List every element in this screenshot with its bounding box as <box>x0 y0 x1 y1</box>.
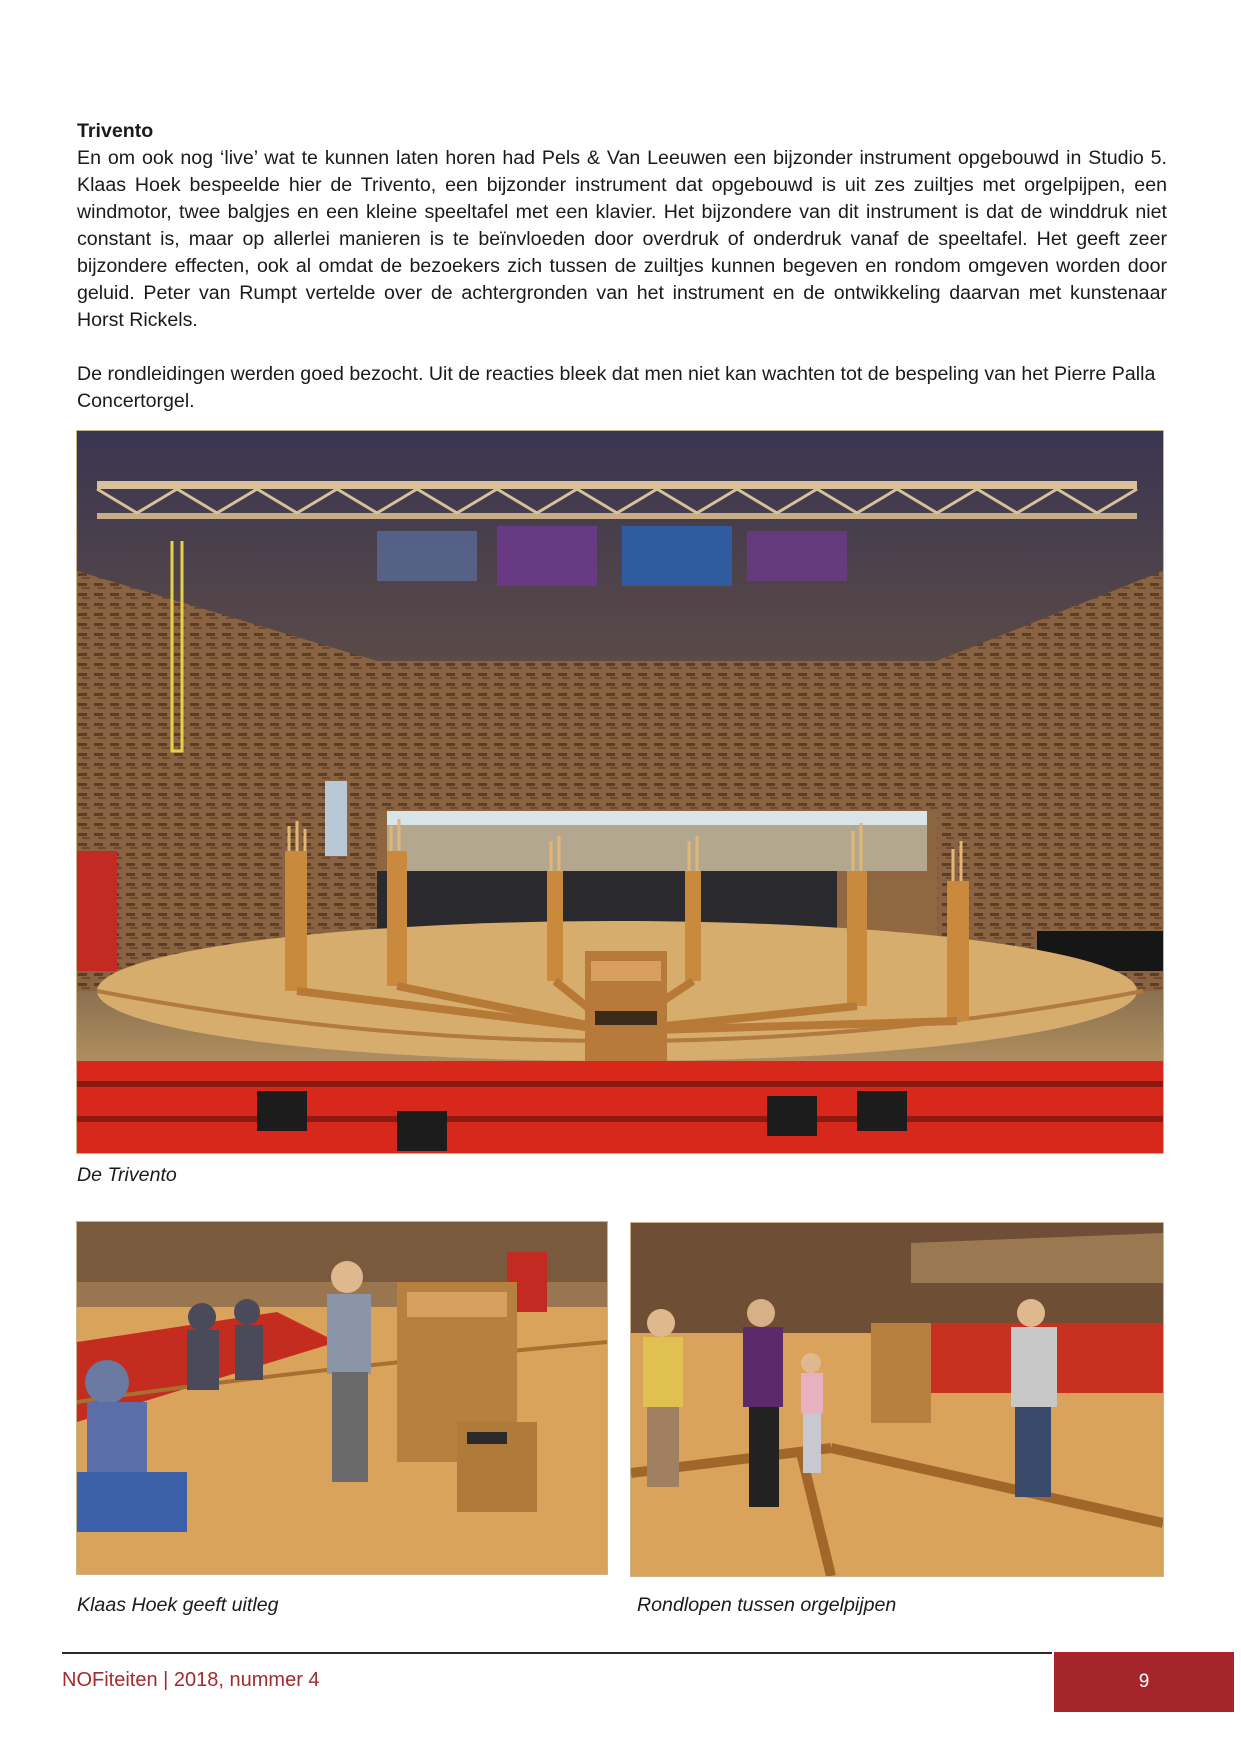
page-number-box <box>1054 1652 1234 1712</box>
footer-divider <box>62 1652 1052 1654</box>
rondlopen-photo <box>630 1222 1164 1577</box>
trivento-hall-photo <box>76 430 1164 1154</box>
trivento-hall-illustration <box>77 431 1163 1153</box>
main-photo-caption: De Trivento <box>77 1164 177 1186</box>
rondlopen-illustration <box>631 1223 1163 1576</box>
klaas-hoek-illustration <box>77 1222 607 1574</box>
article-heading: Trivento <box>77 120 154 142</box>
article-body <box>77 118 1167 415</box>
klaas-hoek-photo <box>76 1221 608 1575</box>
right-photo-caption: Rondlopen tussen orgelpijpen <box>637 1594 897 1616</box>
article-paragraph-1: En om ook nog ‘live’ wat te kunnen laten horen had Pels & Van Leeuwen een bijzonder instrument opgebouwd in Studio 5. Klaas Hoek bespeelde hier de Trivento, een bijzonder instrument dat opgebouwd is uit zes zuiltjes met orgelpijpen, een windmotor, twee balgjes en een kleine speeltafel met een klavier. Het bijzondere van dit instrument is dat de winddruk niet constant is, maar op allerlei manieren is te beïnvloeden door overdruk of onderdruk vanaf de speeltafel. Het geeft zeer bijzondere effecten, ook al omdat de bezoekers zich tussen de zuiltjes kunnen begeven en rondom omgeven worden door geluid. Peter van Rumpt vertelde over de achtergronden van het instrument en de ontwikkeling daarvan met kunstenaar Horst Rickels. <box>77 147 1167 331</box>
page-number: 9 <box>1138 1671 1150 1692</box>
footer-publication: NOFiteiten | 2018, nummer 4 <box>62 1669 320 1691</box>
left-photo-caption: Klaas Hoek geeft uitleg <box>77 1594 279 1616</box>
article-paragraph-2: De rondleidingen werden goed bezocht. Uit de reacties bleek dat men niet kan wachten tot de bespeling van het Pierre Palla Concertorgel. <box>77 363 1156 412</box>
